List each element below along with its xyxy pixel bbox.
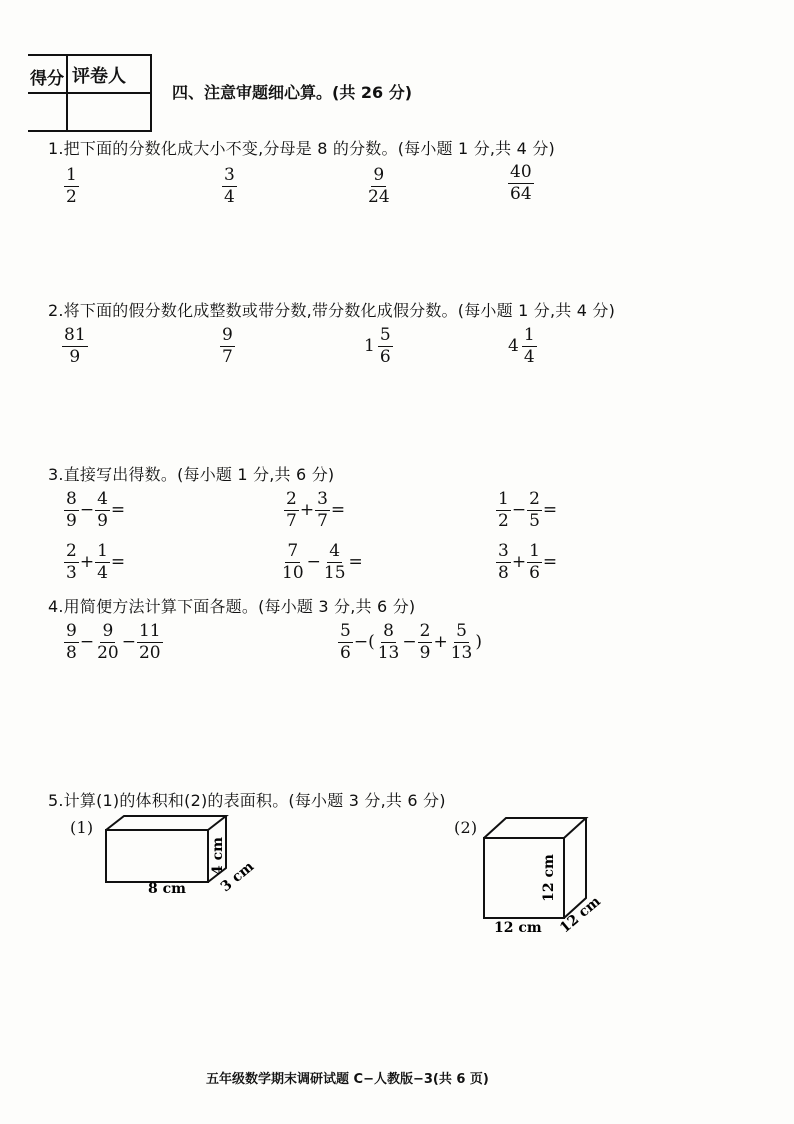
q3-expression-5 — [280, 542, 364, 582]
cuboid-top-face — [106, 816, 226, 830]
q4-e1-operator-1: − — [79, 632, 95, 653]
figure-2-label: (2) — [454, 818, 478, 837]
q3-e2-b-numerator: 3 — [317, 489, 328, 509]
question-5-text: 5.计算(1)的体积和(2)的表面积。(每小题 3 分,共 6 分) — [48, 791, 446, 810]
q4-e2-c-denominator: 9 — [419, 642, 431, 663]
q3-e1-operator: − — [79, 500, 95, 521]
cuboid-front-face — [106, 830, 208, 882]
q4-e1-c-denominator: 20 — [138, 642, 161, 663]
q2-m2-whole: 4 — [508, 336, 519, 357]
cube-figure — [476, 810, 616, 940]
q3-e5-operator: − — [306, 552, 321, 573]
score-label: 得分 — [30, 69, 64, 89]
q4-e2-close-paren: ) — [475, 632, 482, 653]
q2-f1-denominator: 9 — [69, 346, 81, 367]
q3-expression-1 — [64, 490, 126, 530]
q2-m2-numerator: 1 — [523, 325, 535, 345]
q3-expression-3 — [496, 490, 558, 530]
q1-fraction-4 — [508, 163, 534, 203]
q2-m1-denominator: 6 — [379, 346, 391, 367]
q4-e1-b-numerator: 9 — [102, 621, 114, 641]
q3-e2-equals: = — [330, 500, 346, 521]
question-3-text: 3.直接写出得数。(每小题 1 分,共 6 分) — [48, 465, 335, 484]
q2-f2-denominator: 7 — [222, 346, 233, 367]
cube-width-label: 12 cm — [557, 893, 604, 937]
cube-top-face — [484, 818, 586, 838]
q2-f1-numerator: 81 — [64, 325, 86, 345]
q3-e1-b-numerator: 4 — [97, 489, 108, 509]
figure-1-label: (1) — [70, 818, 94, 837]
q4-expression-2 — [338, 622, 483, 662]
question-4-text: 4.用简便方法计算下面各题。(每小题 3 分,共 6 分) — [48, 597, 416, 616]
q2-mixed-number-1 — [364, 326, 393, 366]
q3-e6-a-numerator: 3 — [498, 541, 509, 561]
q3-e1-b-denominator: 9 — [97, 510, 108, 531]
q3-e3-b-numerator: 2 — [529, 489, 540, 509]
q3-e3-a-numerator: 1 — [498, 489, 509, 509]
q1-fraction-3 — [366, 166, 392, 206]
q3-e1-equals: = — [110, 500, 126, 521]
q3-e6-a-denominator: 8 — [498, 562, 509, 583]
q4-e2-b-numerator: 8 — [383, 621, 394, 641]
q4-e2-a-numerator: 5 — [340, 621, 351, 641]
q1-f3-numerator: 9 — [373, 165, 385, 185]
q1-f3-denominator: 24 — [368, 186, 390, 207]
q1-f2-denominator: 4 — [224, 186, 235, 207]
q4-e1-a-denominator: 8 — [66, 642, 77, 663]
q3-e4-a-denominator: 3 — [66, 562, 77, 583]
q4-e1-c-numerator: 11 — [138, 621, 161, 641]
q2-f2-numerator: 9 — [222, 325, 233, 345]
score-box-row-divider — [28, 92, 150, 94]
q3-e2-a-denominator: 7 — [286, 510, 297, 531]
q3-e5-b-denominator: 15 — [323, 562, 346, 583]
cube-height-label: 12 cm — [541, 854, 557, 902]
q3-e3-a-denominator: 2 — [498, 510, 509, 531]
q4-e2-d-denominator: 13 — [450, 642, 473, 663]
q3-e5-equals: = — [348, 552, 363, 573]
q3-e2-operator: + — [299, 500, 315, 521]
q3-expression-4 — [64, 542, 126, 582]
q4-e2-b-denominator: 13 — [377, 642, 400, 663]
cube-length-label: 12 cm — [494, 920, 542, 936]
q3-e3-b-denominator: 5 — [529, 510, 540, 531]
q1-f2-numerator: 3 — [224, 165, 235, 185]
q3-expression-2 — [284, 490, 346, 530]
q4-e1-b-denominator: 20 — [97, 642, 119, 663]
q3-e4-equals: = — [110, 552, 126, 573]
q2-m2-denominator: 4 — [523, 346, 535, 367]
question-1-text: 1.把下面的分数化成大小不变,分母是 8 的分数。(每小题 1 分,共 4 分) — [48, 139, 555, 158]
grader-label: 评卷人 — [72, 66, 126, 87]
score-box — [28, 54, 152, 132]
q1-fraction-2 — [222, 166, 237, 206]
q3-e6-equals: = — [542, 552, 558, 573]
q3-e2-b-denominator: 7 — [317, 510, 328, 531]
q4-e2-a-denominator: 6 — [340, 642, 351, 663]
q3-e3-operator: − — [511, 500, 527, 521]
q4-e1-operator-2: − — [121, 632, 136, 653]
q3-e1-a-numerator: 8 — [66, 489, 77, 509]
q4-e2-operator-2: − — [402, 632, 417, 653]
q3-e6-b-denominator: 6 — [529, 562, 540, 583]
cuboid-width-label: 3 cm — [217, 858, 258, 896]
q3-e5-b-numerator: 4 — [329, 541, 341, 561]
q3-expression-6 — [496, 542, 558, 582]
q3-e4-operator: + — [79, 552, 95, 573]
q2-fraction-2 — [220, 326, 235, 366]
q3-e4-b-numerator: 1 — [97, 541, 108, 561]
q1-f4-numerator: 40 — [510, 162, 532, 182]
cuboid-length-label: 8 cm — [148, 881, 186, 897]
q4-e1-a-numerator: 9 — [66, 621, 77, 641]
q4-e2-d-numerator: 5 — [456, 621, 467, 641]
q3-e5-a-numerator: 7 — [287, 541, 299, 561]
cuboid-height-label: 4 cm — [210, 837, 226, 875]
q3-e3-equals: = — [542, 500, 558, 521]
q1-fraction-1 — [64, 166, 79, 206]
q1-f4-denominator: 64 — [510, 183, 532, 204]
q4-e2-operator-3: + — [433, 632, 448, 653]
q3-e4-b-denominator: 4 — [97, 562, 108, 583]
q2-m1-numerator: 5 — [379, 325, 391, 345]
q3-e4-a-numerator: 2 — [66, 541, 77, 561]
q3-e6-operator: + — [511, 552, 527, 573]
q4-expression-1 — [64, 622, 163, 662]
section-title: 四、注意审题细心算。(共 26 分) — [172, 83, 413, 102]
q3-e5-a-denominator: 10 — [282, 562, 304, 583]
q4-e2-c-numerator: 2 — [419, 621, 431, 641]
q2-mixed-number-2 — [508, 326, 537, 366]
q1-f1-numerator: 1 — [66, 165, 77, 185]
q1-f1-denominator: 2 — [66, 186, 77, 207]
q2-m1-whole: 1 — [364, 336, 375, 357]
q3-e2-a-numerator: 2 — [286, 489, 297, 509]
q2-fraction-1 — [62, 326, 88, 366]
question-2-text: 2.将下面的假分数化成整数或带分数,带分数化成假分数。(每小题 1 分,共 4 分) — [48, 301, 616, 320]
cuboid-figure — [100, 810, 270, 910]
q3-e6-b-numerator: 1 — [529, 541, 540, 561]
q3-e1-a-denominator: 9 — [66, 510, 77, 531]
page-footer: 五年级数学期末调研试题 C−人教版−3(共 6 页) — [206, 1072, 489, 1087]
q4-e2-operator-1: −( — [353, 632, 375, 653]
